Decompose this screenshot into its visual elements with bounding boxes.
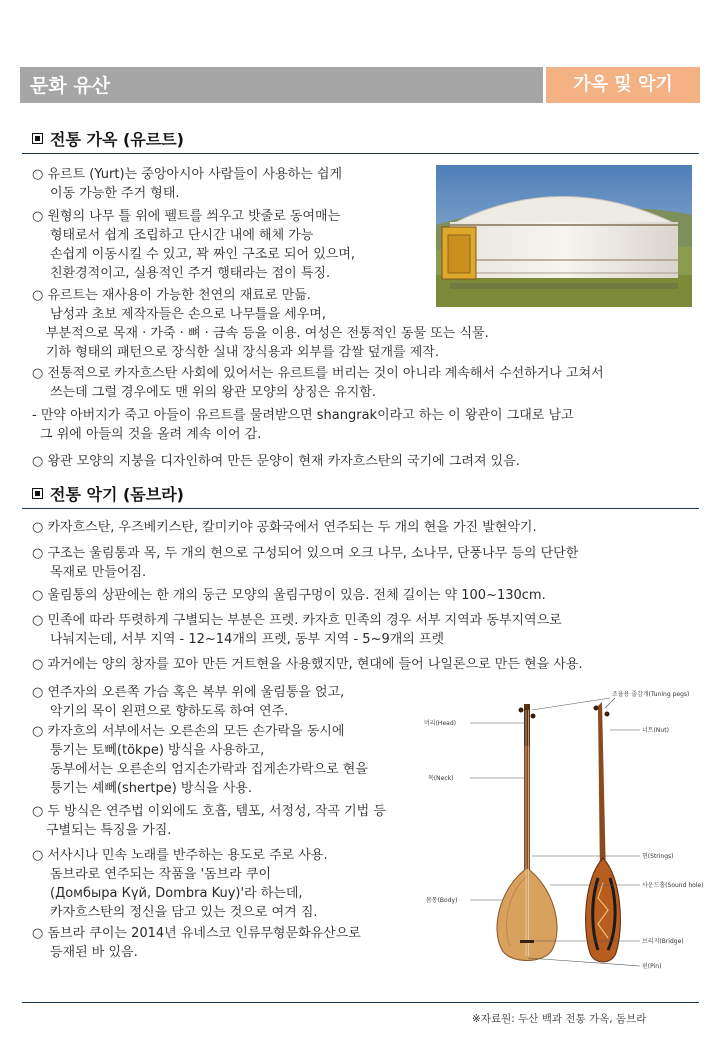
circle-bullet-icon: ○ [32, 454, 44, 469]
circle-bullet-icon: ○ [32, 926, 44, 941]
dombra-paragraph-5: ○ 과거에는 양의 창자를 꼬아 만든 거트현을 사용했지만, 현대에 들어 나일론으로 만든 현을 사용. [32, 657, 583, 672]
dombra-paragraph-4: ○ 민족에 따라 뚜렷하게 구별되는 부분은 프렛. 카자흐 민족의 경우 서부 지역과 동부지역으로 나눠지는데, 서부 지역 - 12~14개의 프렛, 동부 지역 - 5~9개의 프렛 [32, 613, 562, 647]
yurt-paragraph-6: ○ 왕관 모양의 지붕을 디자인하여 만든 문양이 현재 카자흐스탄의 국기에 그려져 있음. [32, 454, 520, 469]
circle-bullet-icon: ○ [32, 288, 44, 303]
yurt-paragraph-5: - 만약 아버지가 죽고 아들이 유르트를 물려받으면 shangrak이라고 하는 이 왕관이 그대로 남고 그 위에 아들의 것을 올려 계속 이어 감. [32, 408, 574, 442]
circle-bullet-icon: ○ [32, 546, 44, 561]
section-heading-dombra: 전통 악기 (돔브라) [32, 482, 184, 505]
circle-bullet-icon: ○ [32, 724, 44, 739]
circle-bullet-icon: ○ [32, 657, 44, 672]
yurt-paragraph-1: ○ 유르트 (Yurt)는 중앙아시아 사람들이 사용하는 쉽게 이동 가능한 주거 형태. [32, 167, 343, 201]
label-neck: 목(Neck) [428, 775, 454, 782]
label-nut: 너트(Nut) [642, 727, 669, 734]
dombra-side-illustration [586, 702, 621, 962]
square-bullet-icon [32, 488, 43, 499]
dombra-paragraph-9: ○ 서사시나 민속 노래를 반주하는 용도로 주로 사용. 돔브라로 연주되는 작품을 '돔브라 쿠이 (Домбыра Күй, Dombra Kuy)'라 하는데, 카자흐스탄의 정신을 담고 있는 것으로 여겨 짐. [32, 848, 328, 920]
footer-divider [22, 1002, 699, 1003]
dombra-diagram [424, 688, 710, 973]
dombra-paragraph-8: ○ 두 방식은 연주법 이외에도 호흡, 템포, 서정성, 작곡 기법 등 구별되는 특징을 가짐. [32, 804, 386, 838]
circle-bullet-icon: ○ [32, 685, 44, 700]
dombra-paragraph-6: ○ 연주자의 오른쪽 가슴 혹은 복부 위에 울림통을 얹고, 악기의 목이 왼편으로 향하도록 하여 연주. [32, 685, 345, 719]
circle-bullet-icon: ○ [32, 366, 44, 381]
page-title: 문화 유산 [30, 75, 111, 97]
dombra-paragraph-3: ○ 울림통의 상판에는 한 개의 둥근 모양의 울림구멍이 있음. 전체 길이는 약 100~130cm. [32, 588, 546, 603]
label-tuning-pegs: 조율용 줄감개(Tuning pegs) [612, 691, 690, 698]
source-note: ※자료원: 두산 백과 전통 가옥, 돔브라 [472, 1013, 647, 1025]
circle-bullet-icon: ○ [32, 167, 44, 182]
section-heading-yurt: 전통 가옥 (유르트) [32, 127, 184, 150]
category-tag: 가옥 및 악기 [543, 67, 700, 103]
label-strings: 현(Strings) [642, 853, 674, 860]
circle-bullet-icon: ○ [32, 588, 44, 603]
label-sound-hole: 사운드홀(Sound hole) [642, 882, 704, 889]
yurt-paragraph-3: ○ 유르트는 재사용이 가능한 천연의 재료로 만듦. 남성과 초보 제작자들은 손으로 나무틀을 세우며, 부분적으로 목재 · 가죽 · 뼈 · 금속 등을 이용. 여성은 전통적인 동물 또는 식물. 기하 형태의 패턴으로 장식한 실내 장식용과 외부를 감쌀 덮개를 제작. [32, 288, 489, 360]
circle-bullet-icon: ○ [32, 520, 44, 535]
label-pin: 핀(Pin) [642, 963, 662, 970]
circle-bullet-icon: ○ [32, 804, 44, 819]
circle-bullet-icon: ○ [32, 848, 44, 863]
section-divider [22, 508, 699, 509]
yurt-paragraph-2: ○ 원형의 나무 틀 위에 펠트를 씌우고 밧줄로 동여매는 형태로서 쉽게 조립하고 단시간 내에 해체 가능 손쉽게 이동시킬 수 있고, 꽉 짜인 구조로 되어 있으며, 친환경적이고, 실용적인 주거 행태라는 점이 특징. [32, 209, 356, 281]
yurt-paragraph-4: ○ 전통적으로 카자흐스탄 사회에 있어서는 유르트를 버리는 것이 아니라 계속해서 수선하거나 고쳐서 쓰는데 그럴 경우에도 맨 위의 왕관 모양의 상징은 유지함. [32, 366, 604, 400]
dombra-paragraph-1: ○ 카자흐스탄, 우즈베키스탄, 칼미키야 공화국에서 연주되는 두 개의 현을 가진 발현악기. [32, 520, 537, 535]
dombra-paragraph-10: ○ 돔브라 쿠이는 2014년 유네스코 인류무형문화유산으로 등재된 바 있음. [32, 926, 361, 960]
dombra-paragraph-7: ○ 카자흐의 서부에서는 오른손의 모든 손가락을 동시에 퉁기는 토뻬(tökpe) 방식을 사용하고, 동부에서는 오른손의 엄지손가락과 집게손가락으로 현을 퉁기는 셰뻬(shertpe) 방식을 사용. [32, 724, 368, 796]
square-bullet-icon [32, 133, 43, 144]
label-body: 몸통(Body) [426, 897, 458, 904]
section-divider [22, 153, 699, 154]
dombra-front-illustration [497, 704, 557, 961]
label-bridge: 브리지(Bridge) [642, 938, 684, 945]
circle-bullet-icon: ○ [32, 613, 44, 628]
label-head: 머리(Head) [424, 720, 456, 727]
dombra-paragraph-2: ○ 구조는 울림통과 목, 두 개의 현으로 구성되어 있으며 오크 나무, 소나무, 단풍나무 등의 단단한 목재로 만들어짐. [32, 546, 579, 580]
circle-bullet-icon: ○ [32, 209, 44, 224]
